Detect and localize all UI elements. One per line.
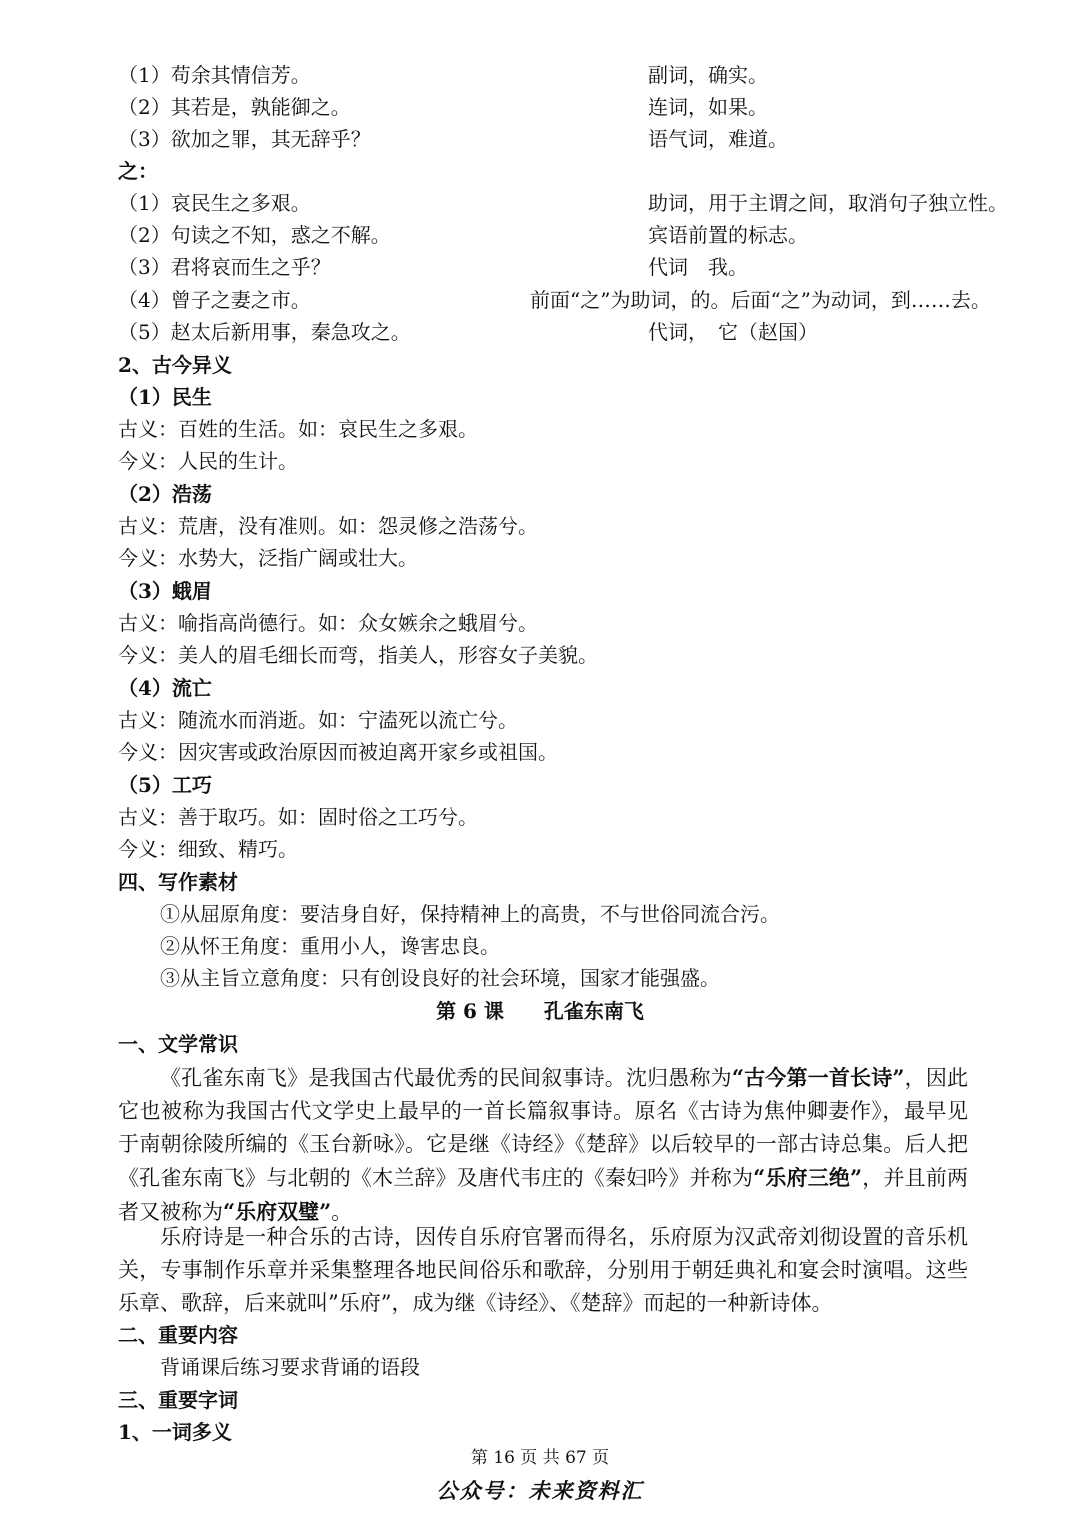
zhi-heading: 之： xyxy=(118,159,158,183)
ancient-meaning: 古义：随流水而消逝。如：宁溘死以流亡兮。 xyxy=(118,708,518,732)
ancient-meaning: 古义：善于取巧。如：固时俗之工巧兮。 xyxy=(118,805,478,829)
bold-phrase: “乐府双璧” xyxy=(223,1199,332,1224)
term-title: （5）工巧 xyxy=(118,773,212,797)
section-heading: 三、重要字词 xyxy=(118,1388,238,1412)
bold-phrase: “乐府三绝” xyxy=(753,1165,863,1190)
example-row: （3）君将哀而生之乎？ 代词 我。 xyxy=(118,255,748,279)
writing-material-item: ②从怀王角度：重用小人，谗害忠良。 xyxy=(160,934,500,958)
section-heading: 二、重要内容 xyxy=(118,1323,238,1347)
page-number: 第 16 页 共 67 页 xyxy=(470,1448,610,1468)
brand-signature: 公众号：未来资料汇 xyxy=(436,1478,644,1503)
term-title: （2）浩荡 xyxy=(118,482,212,506)
term-title: （3）蛾眉 xyxy=(118,579,212,603)
section-heading: 2、古今异义 xyxy=(118,353,232,377)
section-heading: 四、写作素材 xyxy=(118,870,238,894)
writing-material-item: ③从主旨立意角度：只有创设良好的社会环境，国家才能强盛。 xyxy=(160,966,720,990)
example-row: （2）其若是，孰能御之。 连词，如果。 xyxy=(118,95,768,119)
subsection-heading: 1、一词多义 xyxy=(118,1420,232,1444)
writing-material-item: ①从屈原角度：要洁身自好，保持精神上的高贵，不与世俗同流合污。 xyxy=(160,902,780,926)
modern-meaning: 今义：美人的眉毛细长而弯，指美人，形容女子美貌。 xyxy=(118,643,598,667)
recitation-note: 背诵课后练习要求背诵的语段 xyxy=(160,1355,420,1379)
example-row: （2）句读之不知，惑之不解。 宾语前置的标志。 xyxy=(118,223,808,247)
lesson-title: 第 6 课 孔雀东南飞 xyxy=(436,999,644,1023)
yuefu-paragraph: 乐府诗是一种合乐的古诗，因传自乐府官署而得名，乐府原为汉武帝刘彻设置的音乐机关，专事制作乐章并采集整理各地民间俗乐和歌辞，分别用于朝廷典礼和宴会时演唱。这些乐章、歌辞，后来就叫”乐府”，成为继《诗经》、《楚辞》而起的一种新诗体。 xyxy=(118,1225,968,1315)
ancient-meaning: 古义：喻指高尚德行。如：众女嫉余之蛾眉兮。 xyxy=(118,611,538,635)
modern-meaning: 今义：因灾害或政治原因而被迫离开家乡或祖国。 xyxy=(118,740,558,764)
modern-meaning: 今义：细致、精巧。 xyxy=(118,837,298,861)
example-row: （5）赵太后新用事，秦急攻之。 代词， 它（赵国） xyxy=(118,320,818,344)
modern-meaning: 今义：水势大，泛指广阔或壮大。 xyxy=(118,546,418,570)
modern-meaning: 今义：人民的生计。 xyxy=(118,449,298,473)
example-row: （3）欲加之罪，其无辞乎？ 语气词，难道。 xyxy=(118,127,788,151)
literature-paragraph: 《孔雀东南飞》是我国古代最优秀的民间叙事诗。沈归愚称为“古今第一首长诗”，因此它也被称为我国古代文学史上最早的一首长篇叙事诗。原名《古诗为焦仲卿妻作》，最早见于南朝徐陵所编的《玉台新咏》。它是继《诗经》《楚辞》以后较早的一部古诗总集。后人把《孔雀东南飞》与北朝的《木兰辞》及唐代韦庄的《秦妇吟》并称为“乐府三绝”，并且前两者又被称为“乐府双璧”。 xyxy=(118,1065,969,1224)
example-row: （1）苟余其情信芳。 副词，确实。 xyxy=(118,63,768,87)
ancient-meaning: 古义：荒唐，没有准则。如：怨灵修之浩荡兮。 xyxy=(118,514,538,538)
ancient-meaning: 古义：百姓的生活。如：哀民生之多艰。 xyxy=(118,417,478,441)
bold-phrase: “古今第一首长诗” xyxy=(731,1065,905,1090)
example-row: （1）哀民生之多艰。 助词，用于主谓之间，取消句子独立性。 xyxy=(118,191,1008,215)
term-title: （4）流亡 xyxy=(118,676,212,700)
term-title: （1）民生 xyxy=(118,385,212,409)
section-heading: 一、文学常识 xyxy=(118,1032,238,1056)
example-row: （4）曾子之妻之市。 前面“之”为助词，的。后面“之”为动词，到……去。 xyxy=(118,288,991,312)
